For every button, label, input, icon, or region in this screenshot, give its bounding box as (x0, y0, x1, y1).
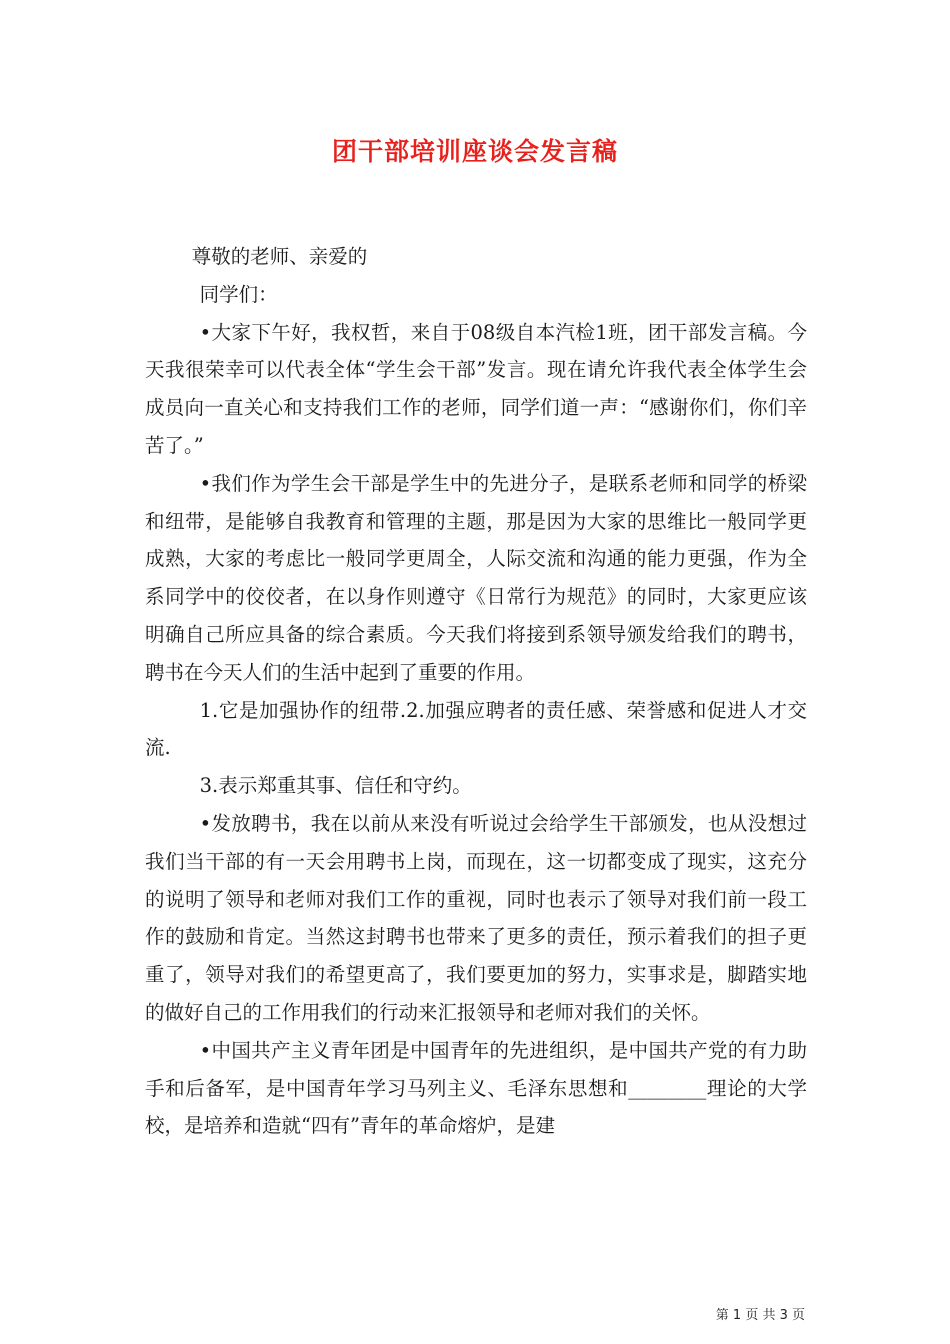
paragraph-5: •发放聘书，我在以前从来没有听说过会给学生干部颁发，也从没想过我们当干部的有一天会用聘书上岗，而现在，这一切都变成了现实，这充分的说明了领导和老师对我们工作的重视，同时也表示了领导对我们前一段工作的鼓励和肯定。当然这封聘书也带来了更多的责任，预示着我们的担子更重了，领导对我们的希望更高了，我们要更加的努力，实事求是，脚踏实地的做好自己的工作用我们的行动来汇报领导和老师对我们的关怀。 (145, 811, 807, 1024)
salutation-line-2: 同学们： (199, 282, 278, 306)
paragraph-6: •中国共产主义青年团是中国青年的先进组织，是中国共产党的有力助手和后备军，是中国青年学习马列主义、毛泽东思想和________理论的大学校，是培养和造就“四有”青年的革命熔炉，是建 (145, 1038, 807, 1138)
page-number: 第 1 页 共 3 页 (715, 1308, 805, 1323)
paragraph-3: 1.它是加强协作的纽带.2.加强应聘者的责任感、荣誉感和促进人才交流. (145, 698, 807, 760)
paragraph-4: 3.表示郑重其事、信任和守约。 (199, 774, 472, 798)
document-title: 团干部培训座谈会发言稿 (331, 137, 618, 166)
document-body (145, 238, 807, 1145)
paragraph-2: •我们作为学生会干部是学生中的先进分子，是联系老师和同学的桥梁和纽带，是能够自我教育和管理的主题，那是因为大家的思维比一般同学更成熟，大家的考虑比一般同学更周全，人际交流和沟通的能力更强，作为全系同学中的佼佼者，在以身作则遵守《日常行为规范》的同时，大家更应该明确自己所应具备的综合素质。今天我们将接到系领导颁发给我们的聘书，聘书在今天人们的生活中起到了重要的作用。 (145, 471, 807, 684)
paragraph-1: •大家下午好，我权哲，来自于08级自本汽检1班，团干部发言稿。今天我很荣幸可以代表全体“学生会干部”发言。现在请允许我代表全体学生会成员向一直关心和支持我们工作的老师，同学们道一声：“感谢你们，你们辛苦了。” (145, 320, 807, 457)
salutation-line-1: 尊敬的老师、亲爱的 (191, 245, 368, 268)
